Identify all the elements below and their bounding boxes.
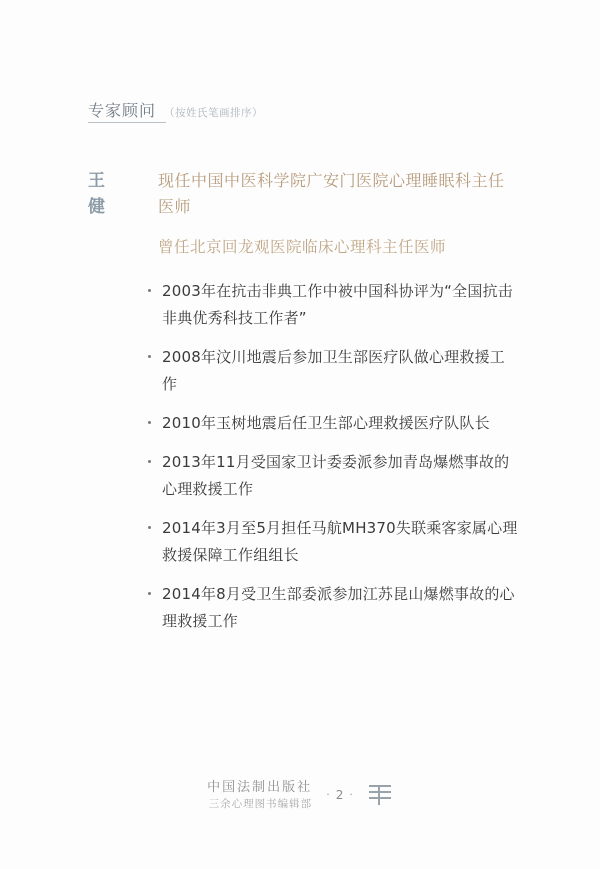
section-note: （按姓氏笔画排序）	[164, 107, 264, 119]
section-title: 专家顾问	[88, 101, 157, 120]
person-row	[88, 168, 518, 260]
bullet-dot-icon	[148, 289, 151, 292]
book-lines-logo-icon	[367, 782, 393, 808]
footer-inner	[0, 779, 600, 811]
page-number-group	[322, 788, 357, 802]
logo-bar-top	[369, 785, 391, 787]
person-name: 王 健	[88, 171, 142, 217]
page-number: 2	[335, 787, 344, 802]
bullet-dot-icon	[148, 526, 151, 529]
page-number-right-dot: ·	[349, 788, 353, 802]
bullet-dot-icon	[148, 592, 151, 595]
list-item	[148, 515, 520, 569]
logo-bar-bottom	[369, 797, 391, 799]
list-item	[148, 410, 520, 437]
publisher-block	[207, 779, 312, 811]
person-titles	[158, 168, 518, 260]
bullet-dot-icon	[148, 355, 151, 358]
list-item	[148, 449, 520, 503]
publisher-name: 中国法制出版社	[207, 780, 313, 795]
publisher-department: 三余心理图书编辑部	[208, 797, 313, 810]
achievement-list	[148, 278, 520, 647]
person-current-title: 现任中国中医科学院广安门医院心理睡眠科主任医师	[158, 171, 505, 216]
list-item-text: 2010年玉树地震后任卫生部心理救援医疗队队长	[162, 414, 490, 432]
person-entry	[88, 168, 518, 260]
logo-stem	[378, 785, 380, 805]
page-number-left-dot: ·	[326, 788, 330, 802]
bullet-dot-icon	[148, 421, 151, 424]
list-item	[148, 278, 520, 332]
list-item-text: 2008年汶川地震后参加卫生部医疗队做心理救援工作	[162, 348, 505, 393]
page-footer	[0, 779, 600, 825]
section-heading	[88, 98, 263, 121]
list-item-text: 2014年8月受卫生部委派参加江苏昆山爆燃事故的心理救援工作	[162, 585, 515, 630]
list-item-text: 2013年11月受国家卫计委委派参加青岛爆燃事故的心理救援工作	[162, 453, 510, 498]
section-underline	[88, 122, 166, 123]
list-item-text: 2014年3月至5月担任马航MH370失联乘客家属心理救援保障工作组组长	[162, 519, 518, 564]
list-item-text: 2003年在抗击非典工作中被中国科协评为“全国抗击非典优秀科技工作者”	[162, 282, 513, 327]
list-item	[148, 344, 520, 398]
logo-bar-middle	[369, 791, 391, 793]
bullet-dot-icon	[148, 460, 151, 463]
person-former-title: 曾任北京回龙观医院临床心理科主任医师	[158, 238, 447, 256]
list-item	[148, 581, 520, 635]
